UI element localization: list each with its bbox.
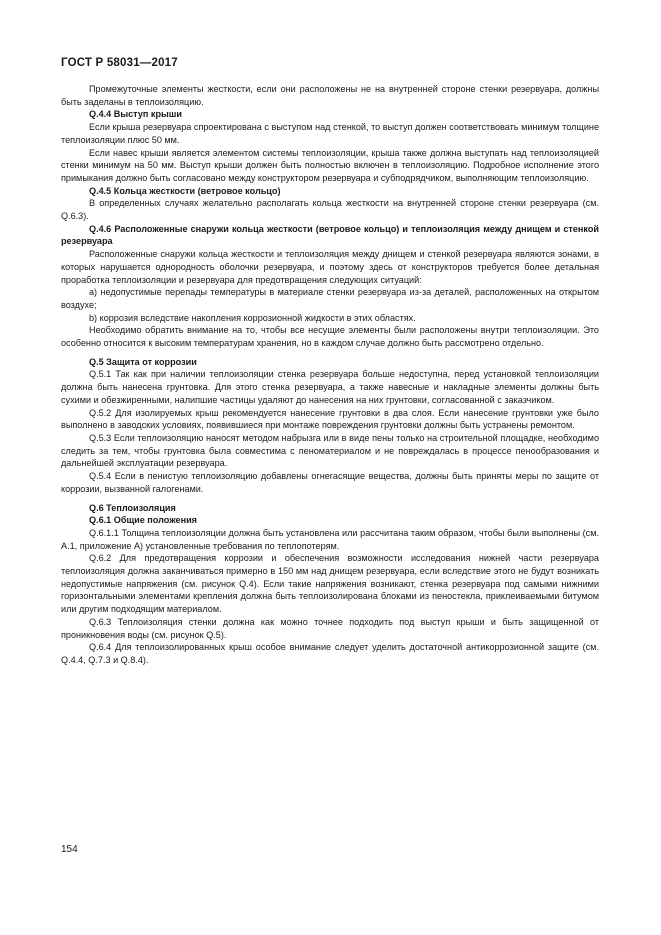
body-paragraph: Q.5.4 Если в пенистую теплоизоляцию добавлены огнегасящие вещества, должны быть приняты меры по защите от коррозии, вызванной галогенами. (61, 471, 599, 494)
section-heading: Q.6.1 Общие положения (89, 515, 197, 526)
section-heading: Q.5 Защита от коррозии (89, 356, 197, 367)
body-paragraph: Если навес крыши является элементом системы теплоизоляции, крыша также должна выступать над теплоизоляцией стенки минимум на 50 мм. Выступ крыши должен быть полностью включен в теплоизоляцию. Подробное исполнение этого примыкания должно быть согласовано между конструктором резервуара и субподрядчиком, выполняющим теплоизоляцию. (61, 147, 599, 183)
body-paragraph: Необходимо обратить внимание на то, чтобы все несущие элементы были расположены внутри теплоизоляции. Это особенно относится к высоким температурам хранения, но в каждом случае должно быть рассмотрено отдельно. (61, 325, 599, 349)
body-paragraph: Q.6.3 Теплоизоляция стенки должна как можно точнее подходить под выступ крыши и быть защищенной от проникновения воды (см. рисунок Q.5). (61, 616, 599, 640)
section-heading: Q.4.5 Кольца жесткости (ветровое кольцо) (89, 185, 281, 196)
body-paragraph: Q.5.3 Если теплоизоляцию наносят методом набрызга или в виде пены только на строительной площадке, необходимо следить за тем, чтобы грунтовка была совместима с пеноматериалом и не повреждалась в процессе пенообразования и дальнейшей эксплуатации резервуара. (61, 432, 599, 469)
section-heading: Q.4.6 Расположенные снаружи кольца жесткости (ветровое кольцо) и теплоизоляция между днищем и стенкой резервуара (61, 223, 599, 247)
body-paragraph: Q.5.2 Для изолируемых крыш рекомендуется нанесение грунтовки в два слоя. Если нанесение грунтовки уже было выполнено в заводских условиях, появившиеся при монтаже повреждения грунтовки должны быть устранены ремонтом. (61, 407, 599, 431)
body-paragraph: а) недопустимые перепады температуры в материале стенки резервуара из-за деталей, расположенных на открытом воздухе; (61, 287, 599, 310)
body-paragraph: Q.6.4 Для теплоизолированных крыш особое внимание следует уделить достаточной антикоррозионной защите (см. Q.4.4, Q.7.3 и Q.8.4). (61, 642, 599, 665)
section-heading: Q.4.4 Выступ крыши (89, 109, 182, 120)
body-paragraph: В определенных случаях желательно располагать кольца жесткости на внутренней стороне стенки резервуара (см. Q.6.3). (61, 198, 599, 222)
body-paragraph: b) коррозия вследствие накопления коррозионной жидкости в этих областях. (89, 312, 416, 323)
body-paragraph: Если крыша резервуара спроектирована с выступом над стенкой, то выступ должен соответствовать минимум толщине теплоизоляции плюс 50 мм. (61, 122, 599, 145)
section-heading: Q.6 Теплоизоляция (89, 502, 176, 513)
document-header: ГОСТ Р 58031—2017 (61, 57, 178, 69)
body-paragraph: Промежуточные элементы жесткости, если они расположены не на внутренней стороне стенки резервуара, должны быть заделаны в теплоизоляцию. (61, 84, 599, 107)
page-number: 154 (61, 844, 78, 855)
body-paragraph: Расположенные снаружи кольца жесткости и теплоизоляция между днищем и стенкой резервуара являются зонами, в которых нарушается однородность оболочки резервуара, и поэтому здесь от конструкторов требуется более детальная проработка теплоизоляции и резервуара для предотвращения следующих ситуаций: (61, 249, 599, 285)
document-body (61, 83, 599, 667)
body-paragraph: Q.6.1.1 Толщина теплоизоляции должна быть установлена или рассчитана таким образом, чтобы были выполнены (см. А.1, приложение А) установленные требования по теплопотерям. (61, 527, 599, 551)
body-paragraph: Q.6.2 Для предотвращения коррозии и обеспечения возможности исследования нижней части резервуара теплоизоляция должна заканчиваться примерно в 150 мм над днищем резервуара, если вследствие этого не будут возникать недопустимые напряжения (см. рисунок Q.4). Если такие напряжения возникают, стенка резервуара под самыми нижними горизонтальными элементами крепления должна быть теплоизолирована блоками из пеностекла, приклеиваемыми битумом или другим подходящим материалом. (61, 553, 599, 615)
body-paragraph: Q.5.1 Так как при наличии теплоизоляции стенка резервуара больше недоступна, перед установкой теплоизоляции должна быть нанесена грунтовка. Для этого стенка резервуара, а также навесные и накладные элементы должны быть сухими и обезжиренными, налипшие частицы удаляют до нанесения на них грунтовки, согласованной с заказчиком. (61, 369, 599, 405)
